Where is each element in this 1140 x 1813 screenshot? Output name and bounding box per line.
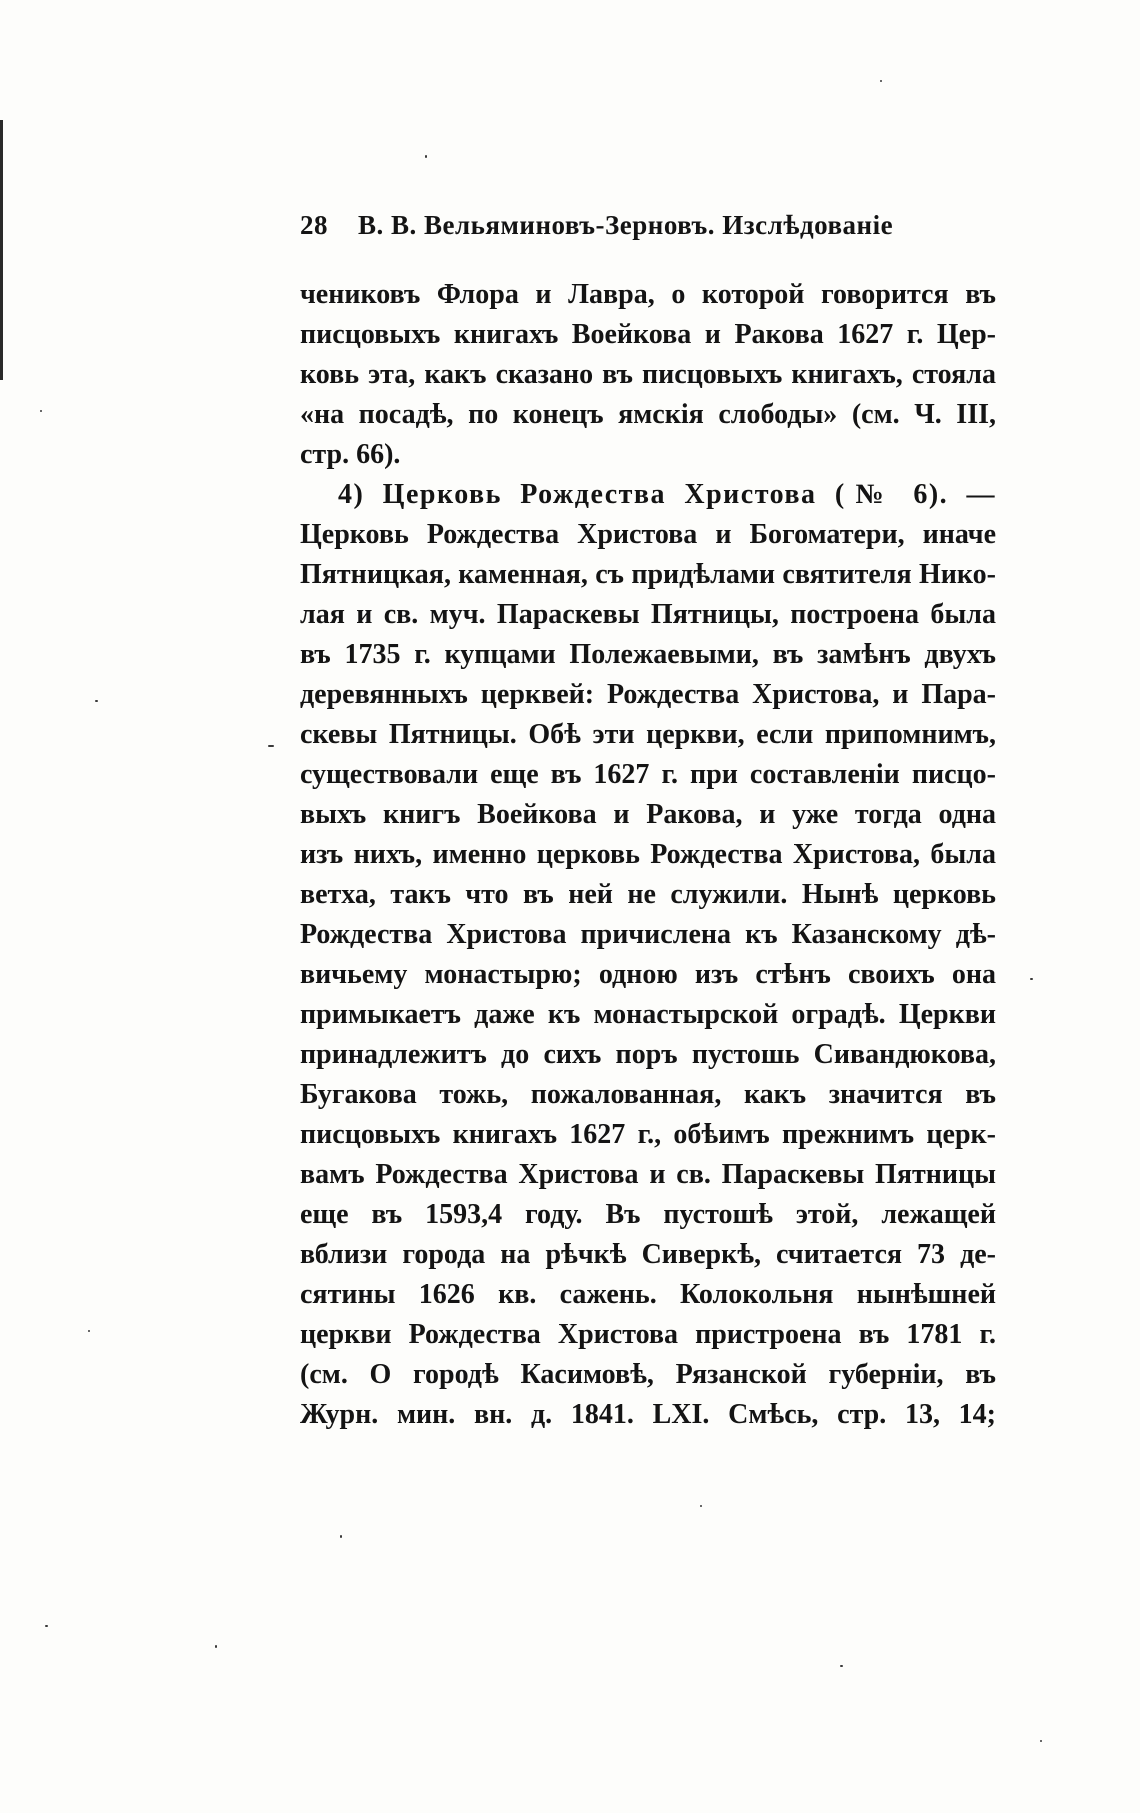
page-header [300,210,1005,250]
text-line: деревянныхъ церквей: Рождества Христова, и Пара- [300,679,996,710]
scan-speck [268,745,274,747]
text-line: изъ нихъ, именно церковь Рождества Христова, была [300,839,996,870]
text-line: Рождества Христова причислена къ Казанскому дѣ- [300,919,996,950]
text-line: существовали еще въ 1627 г. при составленіи писцо- [300,759,996,790]
text-line: Церковь Рождества Христова и Богоматери, иначе [300,519,996,550]
text-line: вамъ Рождества Христова и св. Параскевы Пятницы [300,1159,996,1190]
text-line: скевы Пятницы. Обѣ эти церкви, если припомнимъ, [300,719,996,750]
scan-speck [88,1330,90,1332]
section-heading-line: 4) Церковь Рождества Христова (№ 6). — [338,479,996,510]
scan-speck [1030,978,1033,980]
text-line: еще въ 1593,4 году. Въ пустошѣ этой, лежащей [300,1199,996,1230]
text-line: писцовыхъ книгахъ 1627 г., обѣимъ прежнимъ церк- [300,1119,996,1150]
text-line: Журн. мин. вн. д. 1841. LXI. Смѣсь, стр. 13, 14; [300,1399,996,1430]
scan-speck [95,700,98,702]
text-line: вичьему монастырю; одною изъ стѣнъ своихъ она [300,959,996,990]
text-line: принадлежитъ до сихъ поръ пустошь Сивандюкова, [300,1039,996,1070]
text-line: вблизи города на рѣчкѣ Сиверкѣ, считается 73 де- [300,1239,996,1270]
text-line: церкви Рождества Христова пристроена въ 1781 г. [300,1319,996,1350]
text-line: ковь эта, какъ сказано въ писцовыхъ книгахъ, стояла [300,359,996,390]
text-line: лая и св. муч. Параскевы Пятницы, построена была [300,599,996,630]
text-line: примыкаетъ даже къ монастырской оградѣ. Церкви [300,999,996,1030]
body-text [300,275,996,1435]
page-number: 28 [300,210,328,240]
text-line: стр. 66). [300,439,401,470]
scan-speck [340,1535,342,1538]
text-line: сятины 1626 кв. сажень. Колокольня нынѣшней [300,1279,996,1310]
text-line: выхъ книгъ Воейкова и Ракова, и уже тогда одна [300,799,996,830]
text-line: «на посадѣ, по конецъ ямскія слободы» (см. Ч. III, [300,399,996,430]
text-line: Пятницкая, каменная, съ придѣлами святителя Нико- [300,559,996,590]
text-line: (см. О городѣ Касимовѣ, Рязанской губерніи, въ [300,1359,996,1390]
scan-edge-mark [0,120,3,380]
text-line: Бугакова тожь, пожалованная, какъ значится въ [300,1079,996,1110]
text-line: въ 1735 г. купцами Полежаевыми, въ замѣнъ двухъ [300,639,996,670]
scan-speck [1040,1740,1042,1742]
text-line: ветха, такъ что въ ней не служили. Нынѣ церковь [300,879,996,910]
running-head: В. В. Вельяминовъ-Зерновъ. Изслѣдованiе [358,210,894,240]
text-line: писцовыхъ книгахъ Воейкова и Ракова 1627 г. Цер- [300,319,996,350]
scan-speck [880,80,882,82]
scan-speck [840,1665,843,1667]
text-line: чениковъ Флора и Лавра, о которой говорится въ [300,279,996,310]
scan-speck [45,1625,48,1627]
scan-speck [425,155,427,158]
scan-speck [40,410,42,412]
scan-speck [215,1645,217,1648]
scan-speck [700,1505,702,1507]
